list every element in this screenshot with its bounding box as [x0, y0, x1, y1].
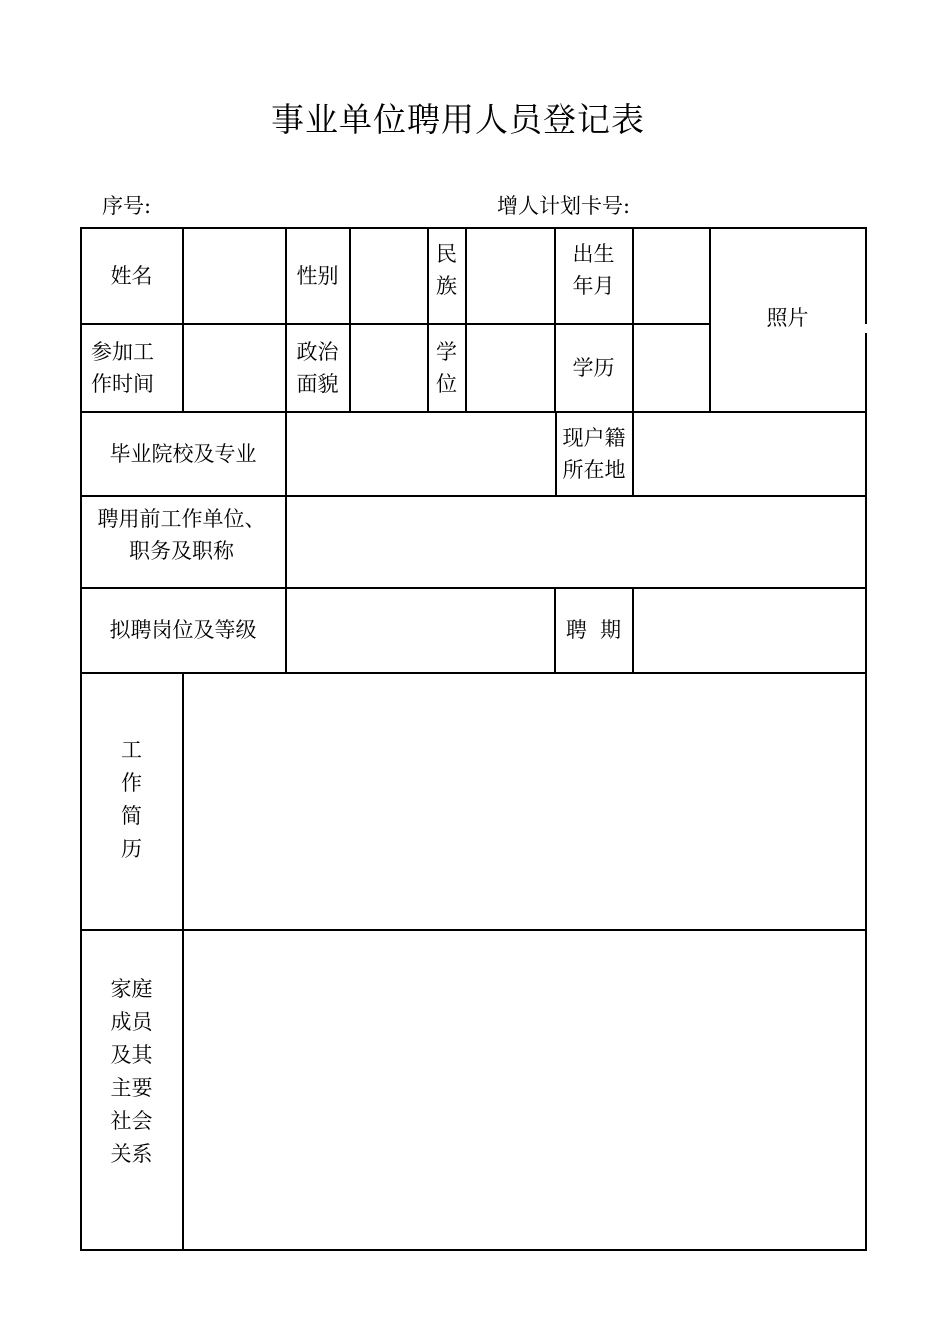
degree-label: 学 位: [436, 339, 457, 396]
employment-term-field[interactable]: [634, 589, 864, 671]
family-relations-field[interactable]: [184, 931, 864, 1248]
political-status-field[interactable]: [351, 325, 426, 410]
family-relations-label: 家庭 成员 及其 主要 社会 关系: [110, 976, 153, 1166]
work-resume-label: 工 作 简 历: [121, 738, 142, 861]
page-title: 事业单位聘用人员登记表: [271, 100, 645, 139]
proposed-position-label: 拟聘岗位及等级: [109, 618, 257, 642]
work-resume-field[interactable]: [184, 674, 864, 928]
ethnicity-field[interactable]: [467, 229, 553, 322]
birth-date-label: 出生 年月: [572, 242, 615, 298]
serial-number-label: 序号:: [102, 194, 152, 218]
employment-term-label: 聘 期: [565, 618, 622, 642]
photo-label: 照片: [766, 305, 809, 330]
work-start-time-field[interactable]: [184, 325, 284, 410]
school-major-field[interactable]: [287, 413, 553, 494]
education-label: 学历: [572, 355, 615, 380]
table-border-bottom: [81, 1249, 867, 1251]
name-field[interactable]: [184, 229, 284, 322]
plan-card-number-label: 增人计划卡号:: [497, 194, 631, 218]
degree-field[interactable]: [467, 325, 553, 410]
photo-box[interactable]: [710, 228, 865, 411]
political-status-label: 政治 面貌: [296, 339, 339, 396]
school-major-label: 毕业院校及专业: [109, 441, 257, 466]
work-start-time-label: 参加工 作时间: [91, 339, 154, 396]
proposed-position-field[interactable]: [287, 589, 553, 671]
table-border-right: [865, 333, 867, 1251]
education-field[interactable]: [634, 325, 708, 410]
hukou-location-label: 现户籍 所在地: [562, 425, 626, 482]
gender-label: 性别: [296, 263, 339, 288]
hukou-location-field[interactable]: [634, 413, 864, 494]
previous-employer-label: 聘用前工作单位、 职务及职称: [97, 506, 266, 563]
table-border-right: [865, 227, 867, 324]
previous-employer-field[interactable]: [287, 497, 864, 586]
ethnicity-label: 民 族: [436, 242, 457, 298]
birth-date-field[interactable]: [634, 229, 708, 322]
name-label: 姓名: [110, 263, 153, 288]
gender-field[interactable]: [351, 229, 426, 322]
